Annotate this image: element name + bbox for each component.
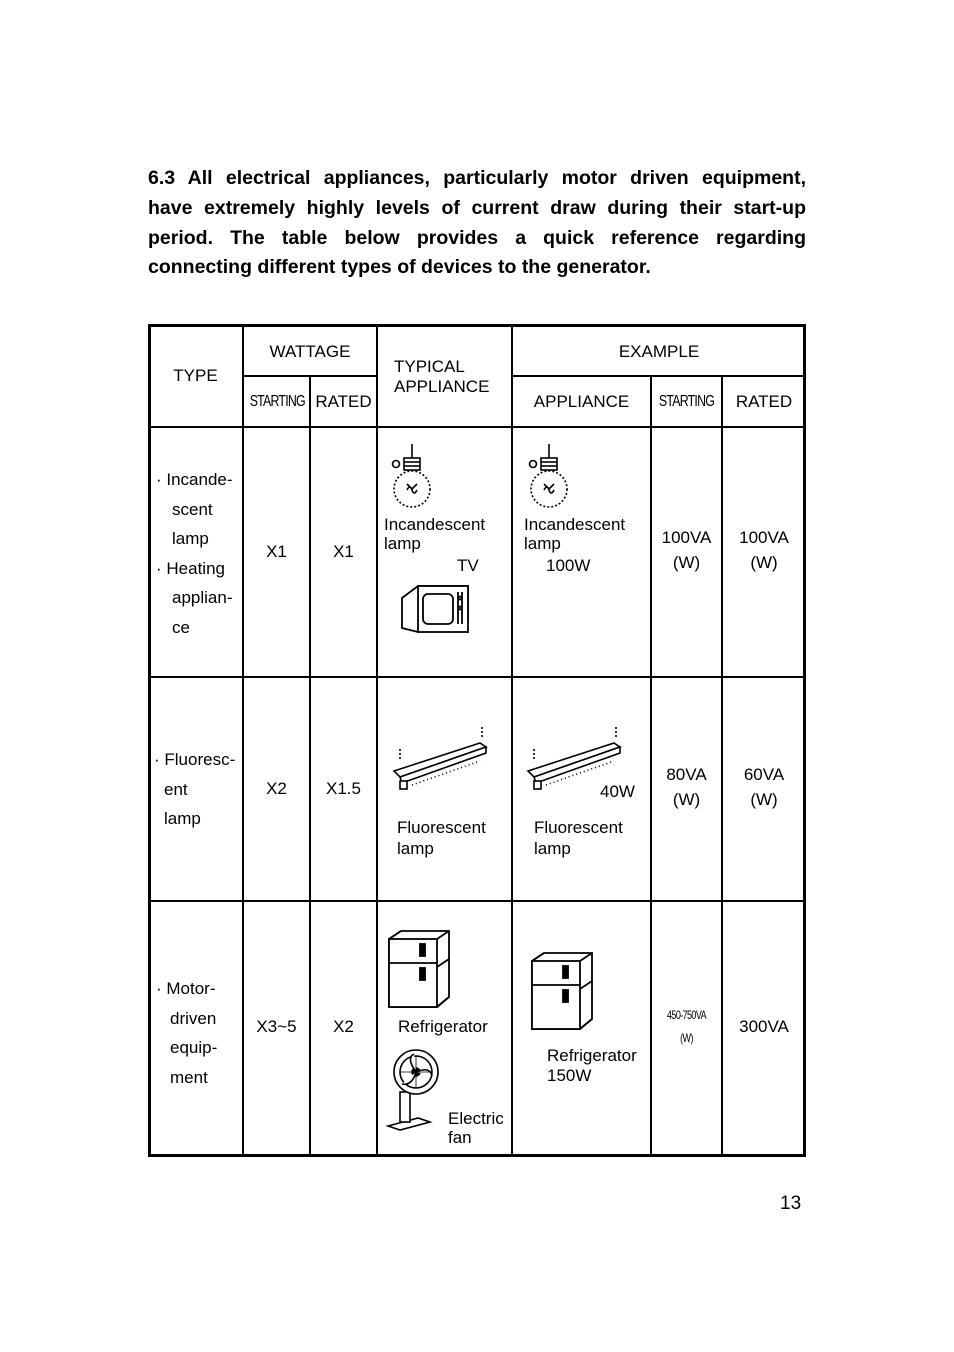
type-line: · Motor- [156, 979, 216, 998]
type-line: ent [164, 779, 188, 799]
row-3-ex-starting-unit: (W) [680, 1031, 693, 1045]
row-2-example-label: lamp [534, 839, 571, 858]
type-line: applian- [172, 588, 233, 607]
type-line: ment [170, 1067, 208, 1087]
type-line: driven [170, 1008, 217, 1028]
header-typical: TYPICAL [394, 357, 465, 376]
row-3-ex-rated: 300VA [739, 1017, 789, 1036]
header-type: TYPE [173, 366, 218, 385]
row-2-type [154, 745, 235, 834]
row-2-ex-starting: 80VA [666, 765, 707, 784]
row-2-ex-rated-unit: (W) [750, 790, 778, 809]
row-3-typical-fan-label: fan [448, 1128, 472, 1147]
row-2-ex-starting-unit: (W) [672, 790, 701, 809]
row-1-typical-label: Incandescent [384, 515, 486, 534]
type-line: lamp [172, 529, 209, 548]
light-bulb-icon [524, 444, 574, 510]
row-2-rated: X1.5 [326, 779, 361, 798]
row-2-example-label: Fluorescent [534, 818, 623, 837]
row-2-starting: X2 [266, 779, 287, 798]
fluorescent-lamp-icon [392, 727, 488, 793]
row-1-typical-label: lamp [384, 534, 421, 553]
fluorescent-lamp-icon [526, 727, 622, 793]
refrigerator-icon [530, 949, 594, 1031]
type-line: equip- [170, 1038, 218, 1057]
light-bulb-icon [387, 444, 437, 510]
intro-paragraph [148, 164, 806, 283]
header-example: EXAMPLE [618, 342, 700, 361]
row-1-type [156, 465, 233, 642]
row-3-example-wattage: 150W [547, 1066, 592, 1085]
row-2-typical-label: Fluorescent [397, 818, 486, 837]
type-line: scent [172, 499, 213, 519]
tv-icon [398, 578, 470, 636]
header-typical-appliance: APPLIANCE [394, 377, 490, 396]
row-1-example-label: Incandescent [524, 515, 626, 534]
row-3-typical-label: Refrigerator [398, 1017, 488, 1036]
header-starting: STARTING [249, 393, 305, 410]
electric-fan-icon [384, 1048, 444, 1132]
refrigerator-icon [387, 927, 451, 1009]
type-line: lamp [164, 809, 201, 828]
row-3-ex-starting: 450-750VA [667, 1008, 706, 1022]
row-3-typical-fan-label: Electric [448, 1109, 504, 1128]
header-wattage: WATTAGE [269, 342, 351, 361]
row-1-ex-starting: 100VA [661, 528, 712, 547]
row-3-starting: X3~5 [256, 1017, 297, 1036]
row-1-typical-tv-label: TV [457, 556, 479, 575]
header-example-appliance: APPLIANCE [533, 392, 630, 411]
row-2-ex-rated: 60VA [743, 765, 785, 784]
paragraph-line: connecting different types of devices to the generator. [148, 256, 651, 279]
row-1-example-wattage: 100W [546, 556, 591, 575]
row-3-example-label: Refrigerator [547, 1046, 637, 1065]
wattage-reference-table [148, 324, 806, 1157]
page-number: 13 [780, 1193, 802, 1214]
type-line: · Fluoresc- [154, 750, 236, 769]
type-line: · Heating [156, 558, 225, 578]
row-1-rated: X1 [333, 542, 354, 561]
row-2-example-wattage: 40W [600, 782, 635, 801]
header-rated: RATED [315, 392, 372, 411]
row-1-ex-rated: 100VA [739, 528, 789, 547]
paragraph-line: have extremely highly levels of current draw during their start-up [148, 196, 806, 219]
type-line: · Incande- [156, 470, 233, 489]
row-3-type [156, 974, 217, 1092]
row-1-ex-rated-unit: (W) [750, 553, 778, 572]
row-1-starting: X1 [266, 542, 287, 561]
header-example-rated: RATED [735, 392, 793, 411]
row-1-ex-starting-unit: (W) [672, 553, 701, 572]
paragraph-line: 6.3 All electrical appliances, particularly motor driven equipment, [148, 167, 806, 189]
row-3-rated: X2 [333, 1017, 354, 1036]
type-line: ce [172, 617, 190, 637]
row-2-typical-label: lamp [397, 839, 434, 858]
row-1-example-label: lamp [524, 534, 561, 553]
paragraph-line: period. The table below provides a quick reference regarding [148, 226, 806, 249]
header-example-starting: STARTING [658, 393, 715, 410]
